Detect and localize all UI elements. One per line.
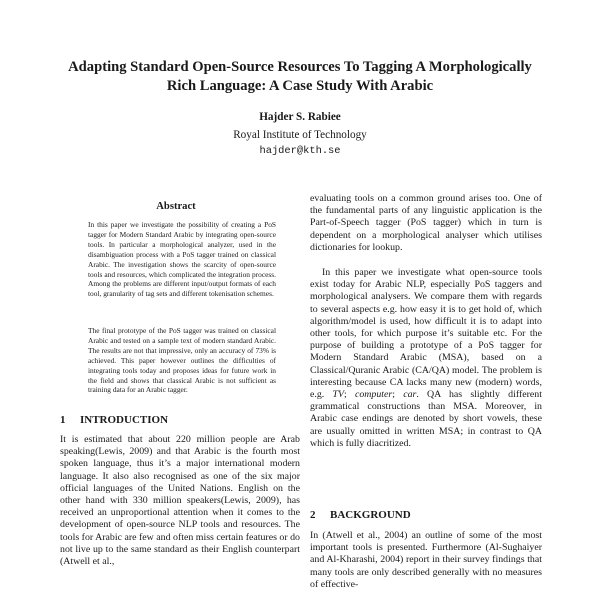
- author-affiliation: Royal Institute of Technology: [233, 129, 367, 141]
- section-title: INTRODUCTION: [80, 414, 169, 426]
- background-paragraph-1: In (Atwell et al., 2004) an outline of some of the most important tools is presented. Furthermore (Al-Sughaiyer and Al-Kharashi, 2004) report in their survey findings that many tools are only described generally with no measures of effective-: [310, 530, 542, 590]
- abstract-paragraph-2: The final prototype of the PoS tagger was trained on classical Arabic and tested on a sample text of modern standard Arabic. The results are not that impressive, only an accuracy of 73% is achieved. This paper however outlines the difficulties of integrating tools today and proposes ideas for future work in the field and shows that classical Arabic is not sufficient as training data for an Arabic tagger.: [88, 326, 276, 395]
- abstract-heading: Abstract: [156, 201, 196, 212]
- introduction-paragraph-2: [310, 267, 542, 450]
- section-number: 1: [60, 414, 66, 426]
- section-heading-introduction: [60, 414, 168, 427]
- author-name: Hajder S. Rabiee: [259, 111, 341, 123]
- author-email: hajder@kth.se: [259, 145, 341, 157]
- example-word: computer: [354, 389, 393, 401]
- separator: ;: [344, 389, 355, 401]
- example-word: car: [403, 389, 417, 401]
- paragraph-text: . QA has slightly different grammatical constructions than MSA. Moreover, in Arabic case endings are denoted by short vowels, these are usually omitted in written MSA; in contrast to QA which is fully diacritized.: [310, 389, 542, 449]
- separator: ;: [392, 389, 404, 401]
- paper-title: Adapting Standard Open-Source Resources To Tagging A Morphologically Rich Language: A Case Study With Arabic: [68, 59, 532, 94]
- section-number: 2: [310, 509, 316, 521]
- paragraph-text: In this paper we investigate what open-source tools exist today for Arabic NLP, especially PoS taggers and morphological analysers. We compare them with regards to several aspects e.g. how easy it is to get hold of, which algorithm/model is used, how difficult it is to adapt into other tools, for which purpose it’s suitable etc. For the purpose of building a prototype of a PoS tagger for Modern Standard Arabic (MSA), based on a Classical/Quranic Arabic (CA/QA) model. The problem is interesting because CA lacks many new (modern) words, e.g.: [310, 267, 542, 401]
- section-heading-background: [310, 509, 411, 522]
- section-title: BACKGROUND: [330, 509, 411, 521]
- abstract-paragraph-1: In this paper we investigate the possibility of creating a PoS tagger for Modern Standard Arabic by integrating open-source tools. In particular a morphological analyzer, used in the disambiguation process with a PoS tagger trained on classical Arabic. The investigation shows the scarcity of open-source tools and resources, which complicated the integration process. Among the problems are different input/output formats of each tool, granularity of tag sets and different tokenisation schemes.: [88, 220, 276, 299]
- example-word: TV: [332, 389, 344, 401]
- introduction-paragraph-1-continued: evaluating tools on a common ground arises too. One of the fundamental parts of any linguistic application is the Part-of-Speech tagger (PoS tagger) which in turn is dependent on a morphological analyser which utilises dictionaries for lookup.: [310, 193, 542, 253]
- introduction-paragraph-1: It is estimated that about 220 million people are Arab speaking(Lewis, 2009) and that Arabic is the fourth most spoken language, thus it’s a major international modern language. It also also recognised as one of the six major official languages of the United Nations. English on the other hand with 330 million speakers(Lewis, 2009), has received an unproportional attention when it comes to the development of open-source NLP tools and resources. The tools for Arabic are few and often miss certain features or do not live up to the same standard as their English counterpart (Atwell et al.,: [60, 434, 300, 568]
